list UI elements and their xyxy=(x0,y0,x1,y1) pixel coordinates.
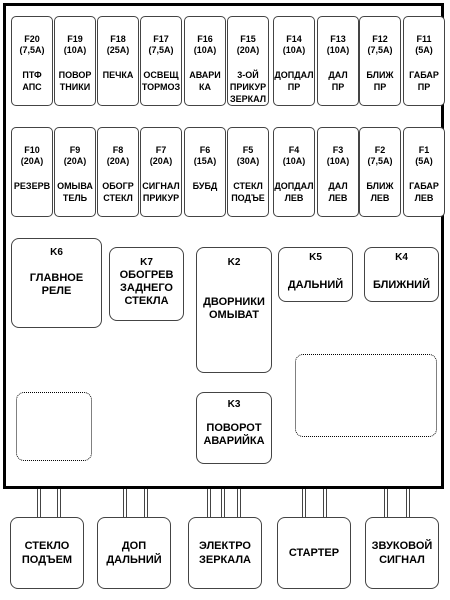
connector-label: ЭЛЕКТРО ЗЕРКАЛА xyxy=(198,540,252,566)
connector-pin xyxy=(323,489,327,518)
fuse-f18[interactable] xyxy=(97,16,139,106)
fuse-id: F3 (10A) xyxy=(326,145,350,166)
fuse-id: F12 (7,5A) xyxy=(367,34,393,55)
fuse-id: F11 (5A) xyxy=(415,34,433,55)
connector-label: СТАРТЕР xyxy=(288,547,340,559)
relay-k5[interactable] xyxy=(278,247,353,302)
relay-name: ГЛАВНОЕ РЕЛЕ xyxy=(29,272,84,297)
fuse-label: БУБД xyxy=(192,181,218,191)
fuse-id: F4 (10A) xyxy=(282,145,306,166)
fuse-f16[interactable] xyxy=(184,16,226,106)
fuse-label: БЛИЖ ЛЕВ xyxy=(366,181,394,203)
connector-pin xyxy=(144,489,148,518)
fuse-label: ГАБАР ЛЕВ xyxy=(409,181,439,203)
fuse-label: ДОПДАЛ ЛЕВ xyxy=(274,181,314,203)
fuse-id: F13 (10A) xyxy=(326,34,350,55)
fuse-f17[interactable] xyxy=(140,16,182,106)
fuse-label: ДАЛ ЛЕВ xyxy=(328,181,348,203)
connector-pin xyxy=(406,489,410,518)
fuse-id: F8 (20A) xyxy=(106,145,130,166)
fuse-label: ДАЛ ПР xyxy=(328,70,348,92)
fuse-f14[interactable] xyxy=(273,16,315,106)
relay-name: ДАЛЬНИЙ xyxy=(287,279,344,291)
fuse-id: F16 (10A) xyxy=(193,34,217,55)
fuse-label: СИГНАЛ ПРИКУР xyxy=(142,181,180,203)
relay-k7[interactable] xyxy=(109,247,184,321)
fuse-f2[interactable] xyxy=(359,127,401,217)
connector-pin xyxy=(302,489,306,518)
connector-extra-high-beam[interactable] xyxy=(97,517,171,589)
fuse-label: ОСВЕЩ ТОРМОЗ xyxy=(141,70,181,92)
fuse-label: ГАБАР ПР xyxy=(409,70,439,92)
fuse-f13[interactable] xyxy=(317,16,359,106)
connector-starter[interactable] xyxy=(277,517,351,589)
fuse-f8[interactable] xyxy=(97,127,139,217)
relay-k4[interactable] xyxy=(364,247,439,302)
relay-id: K7 xyxy=(140,257,153,268)
fuse-label: ПОВОР ТНИКИ xyxy=(58,70,92,92)
connector-label: ДОП ДАЛЬНИЙ xyxy=(106,540,162,566)
relay-name: БЛИЖНИЙ xyxy=(373,279,430,291)
fuse-f5[interactable] xyxy=(227,127,269,217)
relay-id: K5 xyxy=(309,252,322,263)
fuse-id: F19 (10A) xyxy=(63,34,87,55)
empty-relay-slot-right xyxy=(295,354,437,437)
fuse-id: F6 (15A) xyxy=(193,145,217,166)
fuse-f10[interactable] xyxy=(11,127,53,217)
fuse-label: РЕЗЕРВ xyxy=(13,181,51,191)
fuse-label: ДОПДАЛ ПР xyxy=(274,70,314,92)
connector-pin xyxy=(123,489,127,518)
fuse-label: ПТФ АПС xyxy=(22,70,42,92)
fuse-label: БЛИЖ ПР xyxy=(366,70,394,92)
relay-name: ПОВОРОТ АВАРИЙКА xyxy=(203,422,265,447)
relay-id: K4 xyxy=(395,252,408,263)
connector-pin xyxy=(237,489,241,518)
relay-id: K2 xyxy=(227,257,241,268)
fuse-id: F2 (7,5A) xyxy=(367,145,393,166)
fuse-f3[interactable] xyxy=(317,127,359,217)
fuse-id: F5 (30A) xyxy=(236,145,260,166)
fuse-f19[interactable] xyxy=(54,16,96,106)
fuse-f4[interactable] xyxy=(273,127,315,217)
fuse-label: АВАРИ КА xyxy=(189,70,221,92)
fuse-label: СТЕКЛ ПОДЪЕ xyxy=(231,181,265,203)
fuse-f7[interactable] xyxy=(140,127,182,217)
fuse-f11[interactable] xyxy=(403,16,445,106)
empty-relay-slot-left xyxy=(16,392,92,461)
fuse-f6[interactable] xyxy=(184,127,226,217)
fuse-id: F1 (5A) xyxy=(415,145,433,166)
relay-k3[interactable] xyxy=(196,392,272,464)
fuse-id: F14 (10A) xyxy=(282,34,306,55)
fuse-id: F18 (25A) xyxy=(106,34,130,55)
fuse-f20[interactable] xyxy=(11,16,53,106)
fuse-label: 3-ОЙ ПРИКУР ЗЕРКАЛ xyxy=(229,70,267,104)
fuse-id: F17 (7,5A) xyxy=(148,34,174,55)
relay-name: ДВОРНИКИ ОМЫВАТ xyxy=(203,296,265,321)
connector-pin xyxy=(384,489,388,518)
connector-pin xyxy=(207,489,211,518)
connector-horn[interactable] xyxy=(365,517,439,589)
connector-window-lift[interactable] xyxy=(10,517,84,589)
fuse-label: ПЕЧКА xyxy=(102,70,134,80)
fuse-id: F20 (7,5A) xyxy=(19,34,45,55)
fuse-id: F10 (20A) xyxy=(20,145,44,166)
fuse-f1[interactable] xyxy=(403,127,445,217)
fuse-f9[interactable] xyxy=(54,127,96,217)
relay-name: ОБОГРЕВ ЗАДНЕГО СТЕКЛА xyxy=(119,269,174,307)
connector-pin xyxy=(37,489,41,518)
fuse-f15[interactable] xyxy=(227,16,269,106)
fuse-label: ОМЫВА ТЕЛЬ xyxy=(57,181,93,203)
relay-k6[interactable] xyxy=(11,238,102,328)
relay-id: K6 xyxy=(50,247,63,258)
fuse-f12[interactable] xyxy=(359,16,401,106)
relay-k2[interactable] xyxy=(196,247,272,373)
connector-label: ЗВУКОВОЙ СИГНАЛ xyxy=(371,540,433,566)
connector-electric-mirrors[interactable] xyxy=(188,517,262,589)
fuse-label: ОБОГР СТЕКЛ xyxy=(102,181,134,203)
fuse-id: F15 (20A) xyxy=(236,34,260,55)
relay-id: K3 xyxy=(227,399,241,410)
connector-pin xyxy=(57,489,61,518)
fuse-id: F7 (20A) xyxy=(149,145,173,166)
connector-label: СТЕКЛО ПОДЪЕМ xyxy=(21,540,73,566)
connector-pin xyxy=(221,489,225,518)
fuse-id: F9 (20A) xyxy=(63,145,87,166)
